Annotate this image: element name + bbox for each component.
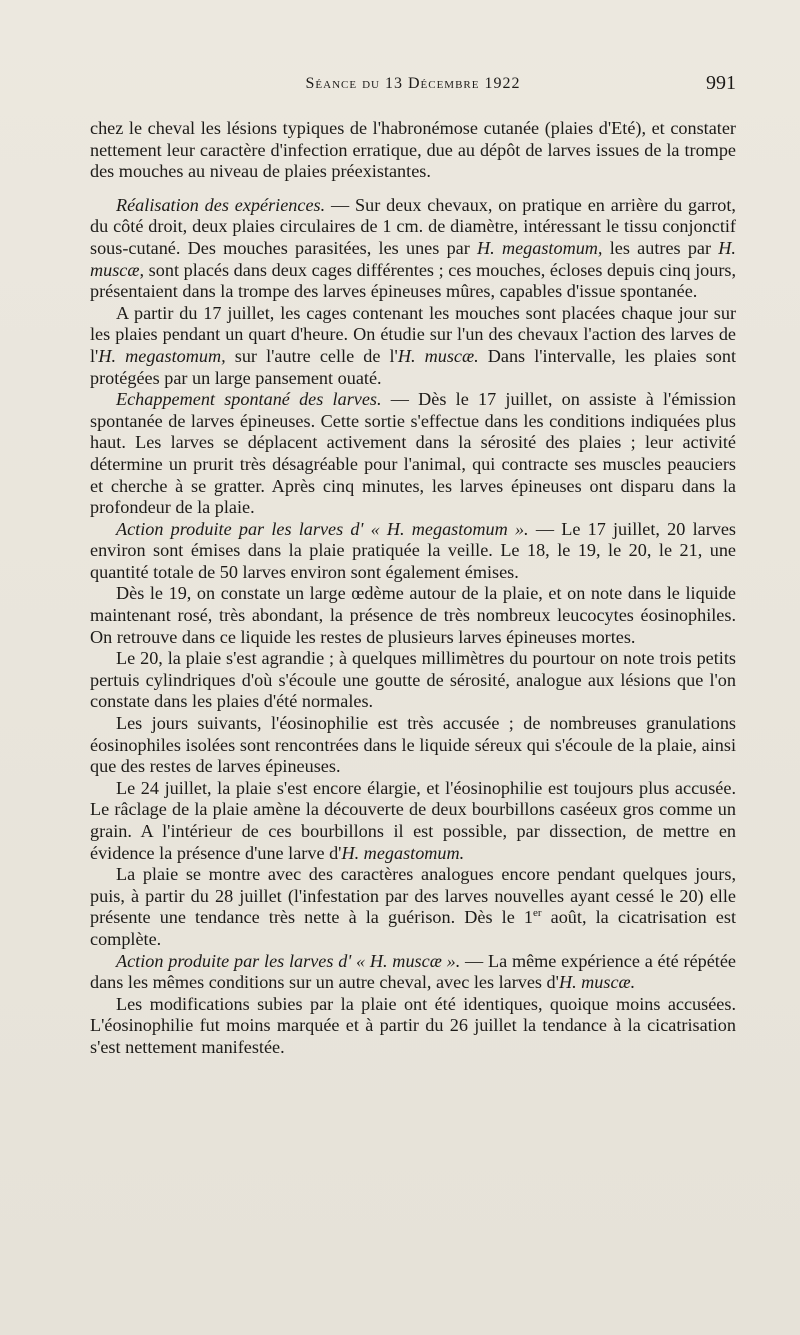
paragraph: Echappement spontané des larves. — Dès le 17 juillet, on assiste à l'émission spontanée de larves épineuses. Cette sortie s'effectue dans les conditions indiquées plus haut. Les larves se déplacent activement dans la sérosité des plaies ; leur activité détermine un prurit très désagréable pour l'animal, qui contracte ses muscles peauciers et cherche à se gratter. Après cinq minutes, les larves épineuses ont disparu dans la profondeur de la plaie. [90,389,736,518]
section-heading: Réalisation des expériences. [116,194,326,215]
paragraph: Action produite par les larves d' « H. muscæ ». — La même expérience a été répétée dans les mêmes conditions sur un autre cheval, avec les larves d'H. muscæ. [90,950,737,993]
paragraph: Réalisation des expériences. — Sur deux chevaux, on pratique en arrière du garrot, du côté droit, deux plaies circulaires de 1 cm. de diamètre, intéressant le tissu conjonctif sous-cutané. Des mouches parasitées, les unes par H. megastomum, les autres par H. muscæ, sont placés dans deux cages différentes ; ces mouches, écloses depuis cinq jours, présentaient dans la trompe des larves épineuses mûres, capables d'issue spontanée. [90,194,736,302]
paragraph: chez le cheval les lésions typiques de l'habronémose cutanée (plaies d'Eté), et constater nettement leur caractère d'infection erratique, due au dépôt de larves issues de la trompe des mouches au niveau de plaies préexistantes. [90,118,736,182]
paragraph: Le 20, la plaie s'est agrandie ; à quelques millimètres du pourtour on note trois petits pertuis cylindriques d'où s'écoule une goutte de sérosité, analogue aux lésions que l'on constate dans les plaies d'été normales. [90,648,736,712]
paragraph: Dès le 19, on constate un large œdème autour de la plaie, et on note dans le liquide maintenant rosé, très abondant, la présence de très nombreux leucocytes éosinophiles. On retrouve dans ce liquide les restes de plusieurs larves épineuses mortes. [90,583,736,647]
page-header [90,72,736,98]
paragraph: Action produite par les larves d' « H. megastomum ». — Le 17 juillet, 20 larves environ sont émises dans la plaie pratiquée la veille. Le 18, le 19, le 20, le 21, une quantité totale de 50 larves environ sont également émises. [90,518,737,582]
page-number: 991 [706,72,736,94]
section-heading: Action produite par les larves d' « H. megastomum ». [116,518,529,539]
paragraph: Le 24 juillet, la plaie s'est encore élargie, et l'éosinophilie est toujours plus accusée. Le râclage de la plaie amène la découverte de deux bourbillons caséeux gros comme un grain. A l'intérieur de ces bourbillons il est possible, par dissection, de mettre en évidence la présence d'une larve d'H. megastomum. [90,777,736,863]
body-text [90,118,736,1059]
running-head: Séance du 13 Décembre 1922 [305,75,521,92]
section-heading: Echappement spontané des larves. [116,389,382,410]
paragraph: Les jours suivants, l'éosinophilie est très accusée ; de nombreuses granulations éosinophiles isolées sont rencontrées dans le liquide séreux qui s'écoule de la plaie, ainsi que des restes de larves épineuses. [90,713,736,777]
paragraph: Les modifications subies par la plaie ont été identiques, quoique moins accusées. L'éosinophilie fut moins marquée et à partir du 26 juillet la tendance à la cicatrisation s'est nettement manifestée. [90,993,736,1057]
paragraph: A partir du 17 juillet, les cages contenant les mouches sont placées chaque jour sur les plaies pendant un quart d'heure. On étudie sur l'un des chevaux l'action des larves de l'H. megastomum, sur l'autre celle de l'H. muscæ. Dans l'intervalle, les plaies sont protégées par un large pansement ouaté. [90,302,736,388]
section-heading: Action produite par les larves d' « H. muscæ ». [116,950,461,971]
paragraph: La plaie se montre avec des caractères analogues encore pendant quelques jours, puis, à partir du 28 juillet (l'infestation par des larves nouvelles ayant cessé le 20) elle présente une tendance très nette à la guérison. Dès le 1er août, la cicatrisation est complète. [90,864,736,949]
